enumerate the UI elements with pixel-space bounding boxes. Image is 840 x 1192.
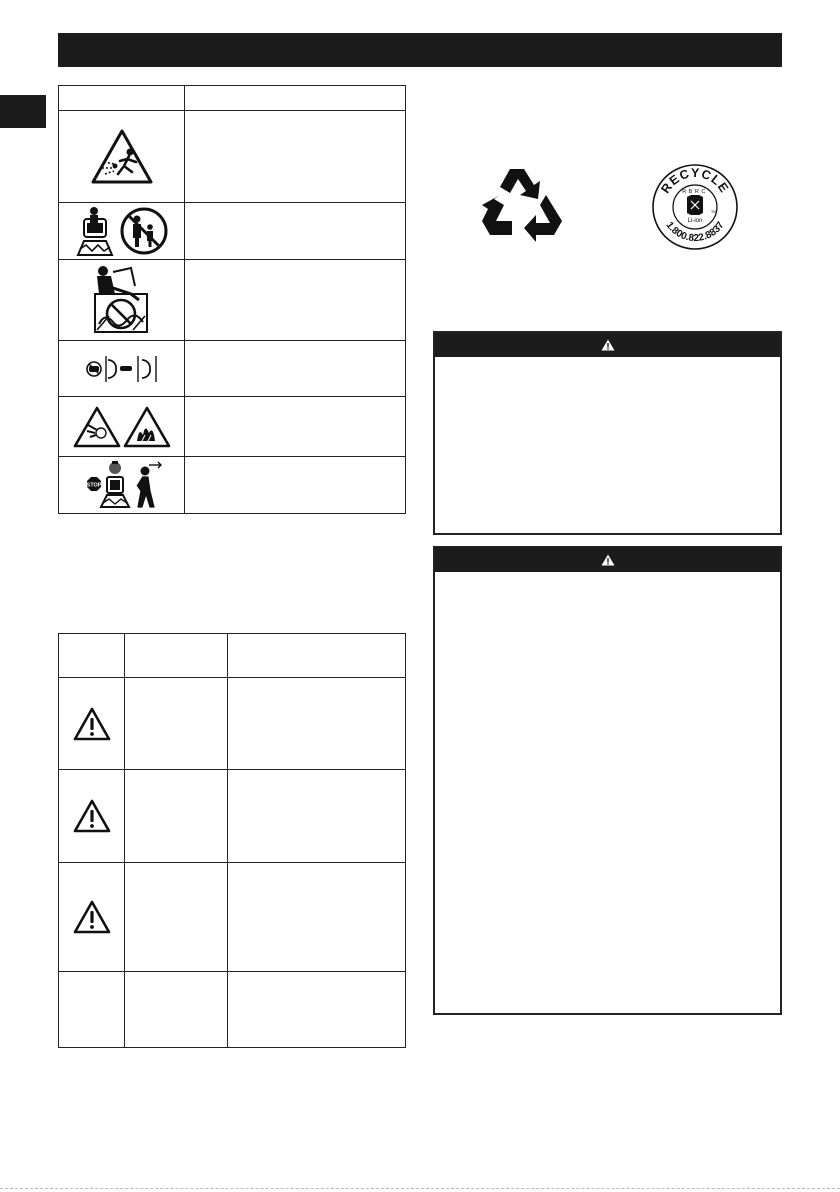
flying-debris-warning-icon: [73, 405, 171, 449]
seal-phone-text: 1.800.822.8837: [663, 220, 727, 245]
rbrc-recycle-seal-icon: [651, 163, 739, 251]
svg-text:STOP: STOP: [86, 482, 101, 489]
table-row: [59, 863, 405, 972]
table-row: [59, 341, 405, 397]
table-row: [59, 972, 405, 1047]
table-row: [59, 111, 405, 203]
safety-alert-icon: [73, 707, 111, 741]
signal-table-header: [59, 634, 405, 678]
language-tab: [0, 95, 46, 128]
table-row: [59, 457, 405, 513]
safety-alert-icon: [73, 799, 111, 833]
warning-triangle-icon: [601, 554, 615, 566]
seal-inner-text: RBRC: [682, 189, 708, 195]
symbols-table: [58, 85, 406, 514]
warning-box: [433, 546, 782, 1015]
rotating-parts-icon: [86, 354, 158, 384]
meaning-column-header: [185, 86, 405, 110]
thrown-object-hazard-icon: [90, 128, 154, 186]
warning-header: [435, 548, 780, 572]
seal-top-text: RECYCLE: [658, 165, 732, 196]
table-row: [59, 678, 405, 770]
warning-header: [435, 333, 780, 357]
signal-words-table: [58, 633, 406, 1048]
stop-engine-walk-away-icon: [81, 459, 163, 511]
rotating-auger-hand-hazard-icon: [91, 264, 153, 336]
table-row: [59, 770, 405, 863]
symbols-table-header: [59, 86, 405, 111]
seal-tm-text: TM: [711, 210, 717, 214]
safety-alert-icon: [73, 900, 111, 934]
seal-battery-text: Li-ion: [687, 218, 703, 224]
table-row: [59, 260, 405, 341]
section-header-bar: [58, 33, 782, 67]
page-bottom-rule: [0, 1188, 840, 1189]
table-row: [59, 397, 405, 457]
recycle-icon: [480, 165, 564, 245]
symbol-column-header: [59, 86, 185, 110]
table-row: [59, 203, 405, 260]
keep-bystanders-away-icon: [76, 205, 168, 257]
warning-box: [433, 331, 782, 535]
warning-triangle-icon: [601, 339, 615, 351]
